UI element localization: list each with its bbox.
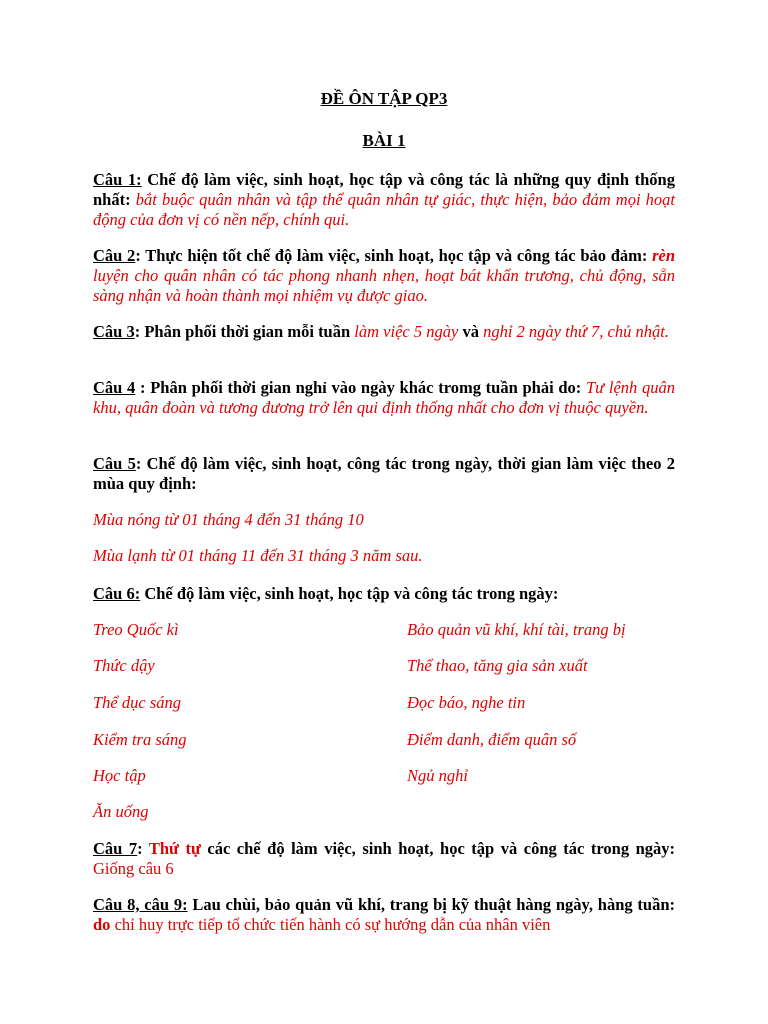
schedule-item: Kiểm tra sáng — [93, 730, 187, 749]
question-3-label: Câu 3 — [93, 322, 135, 341]
schedule-item: Ăn uống — [93, 802, 149, 821]
schedule-item: Học tập — [93, 766, 146, 785]
question-6 — [93, 584, 675, 604]
question-7 — [93, 839, 675, 879]
question-3 — [93, 322, 675, 342]
question-6-label: Câu 6: — [93, 584, 141, 603]
question-3-answer-2: nghỉ 2 ngày thứ 7, chủ nhật. — [483, 322, 669, 341]
question-4-label: Câu 4 — [93, 378, 136, 397]
question-8-text: Lau chùi, bảo quản vũ khí, trang bị kỹ thuật hàng ngày, hàng tuần: — [187, 895, 675, 914]
question-1-answer: bắt buộc quân nhân và tập thể quân nhân tự giác, thực hiện, bảo đảm mọi hoạt động của đơn vị có nền nếp, chính qui. — [93, 190, 675, 229]
question-8-red: do — [93, 915, 111, 934]
question-8-label: Câu 8, câu 9: — [93, 895, 188, 914]
schedule-item: Đọc báo, nghe tin — [407, 693, 526, 712]
schedule-item: Ngủ nghỉ — [407, 766, 468, 785]
season-hot: Mùa nóng từ 01 tháng 4 đến 31 tháng 10 — [93, 510, 364, 529]
question-2-answer-bold: rèn — [652, 246, 676, 265]
question-5 — [93, 454, 675, 494]
question-1-label: Câu 1: — [93, 170, 142, 189]
question-2 — [93, 246, 675, 306]
lesson-title: BÀI 1 — [362, 131, 406, 150]
question-3-mid: và — [458, 322, 484, 341]
question-8-9 — [93, 895, 675, 935]
question-7-red: Thứ tự — [148, 839, 201, 858]
schedule-item: Treo Quốc kì — [93, 620, 179, 639]
season-cold: Mùa lạnh từ 01 tháng 11 đến 31 tháng 3 năm sau. — [93, 546, 423, 565]
schedule-item: Thể dục sáng — [93, 693, 181, 712]
question-4-text: : Phân phối thời gian nghỉ vào ngày khác tromg tuần phải do: — [135, 378, 586, 397]
question-4-answer: Tư lệnh quân khu, quân đoàn và tương đương trở lên qui định thống nhất cho đơn vị thuộc quyền. — [93, 378, 675, 417]
question-3-text: : Phân phối thời gian mỗi tuần — [134, 322, 355, 341]
question-2-text: : Thực hiện tốt chế độ làm việc, sinh hoạt, học tập và công tác bảo đảm: — [135, 246, 653, 265]
question-7-text-b: các chế độ làm việc, sinh hoạt, học tập và công tác trong ngày: — [200, 839, 676, 858]
question-7-answer: Giống câu 6 — [93, 859, 174, 878]
question-7-label: Câu 7 — [93, 839, 138, 858]
question-5-text: : Chế độ làm việc, sinh hoạt, công tác trong ngày, thời gian làm việc theo 2 mùa quy định: — [93, 454, 676, 493]
question-1 — [93, 170, 675, 230]
schedule-item: Thể thao, tăng gia sản xuất — [407, 656, 588, 675]
question-1-text: Chế độ làm việc, sinh hoạt, học tập và công tác là những quy định thống nhất: — [93, 170, 675, 209]
document-title: ĐỀ ÔN TẬP QP3 — [320, 89, 448, 108]
question-5-label: Câu 5 — [93, 454, 136, 473]
question-4 — [93, 378, 675, 418]
question-3-answer-1: làm việc 5 ngày — [354, 322, 459, 341]
question-6-text: Chế độ làm việc, sinh hoạt, học tập và công tác trong ngày: — [140, 584, 559, 603]
question-2-answer: luyện cho quân nhân có tác phong nhanh nhẹn, hoạt bát khẩn trương, chủ động, sẵn sàng nhận và hoàn thành mọi nhiệm vụ được giao. — [93, 266, 675, 305]
schedule-item: Thức dậy — [93, 656, 155, 675]
question-7-text-a: : — [137, 839, 149, 858]
schedule-item: Điểm danh, điểm quân số — [407, 730, 577, 749]
question-2-label: Câu 2 — [93, 246, 136, 265]
schedule-item: Bảo quản vũ khí, khí tài, trang bị — [407, 620, 626, 639]
question-8-answer: chỉ huy trực tiếp tổ chức tiến hành có sự hướng dẫn của nhân viên — [110, 915, 551, 934]
